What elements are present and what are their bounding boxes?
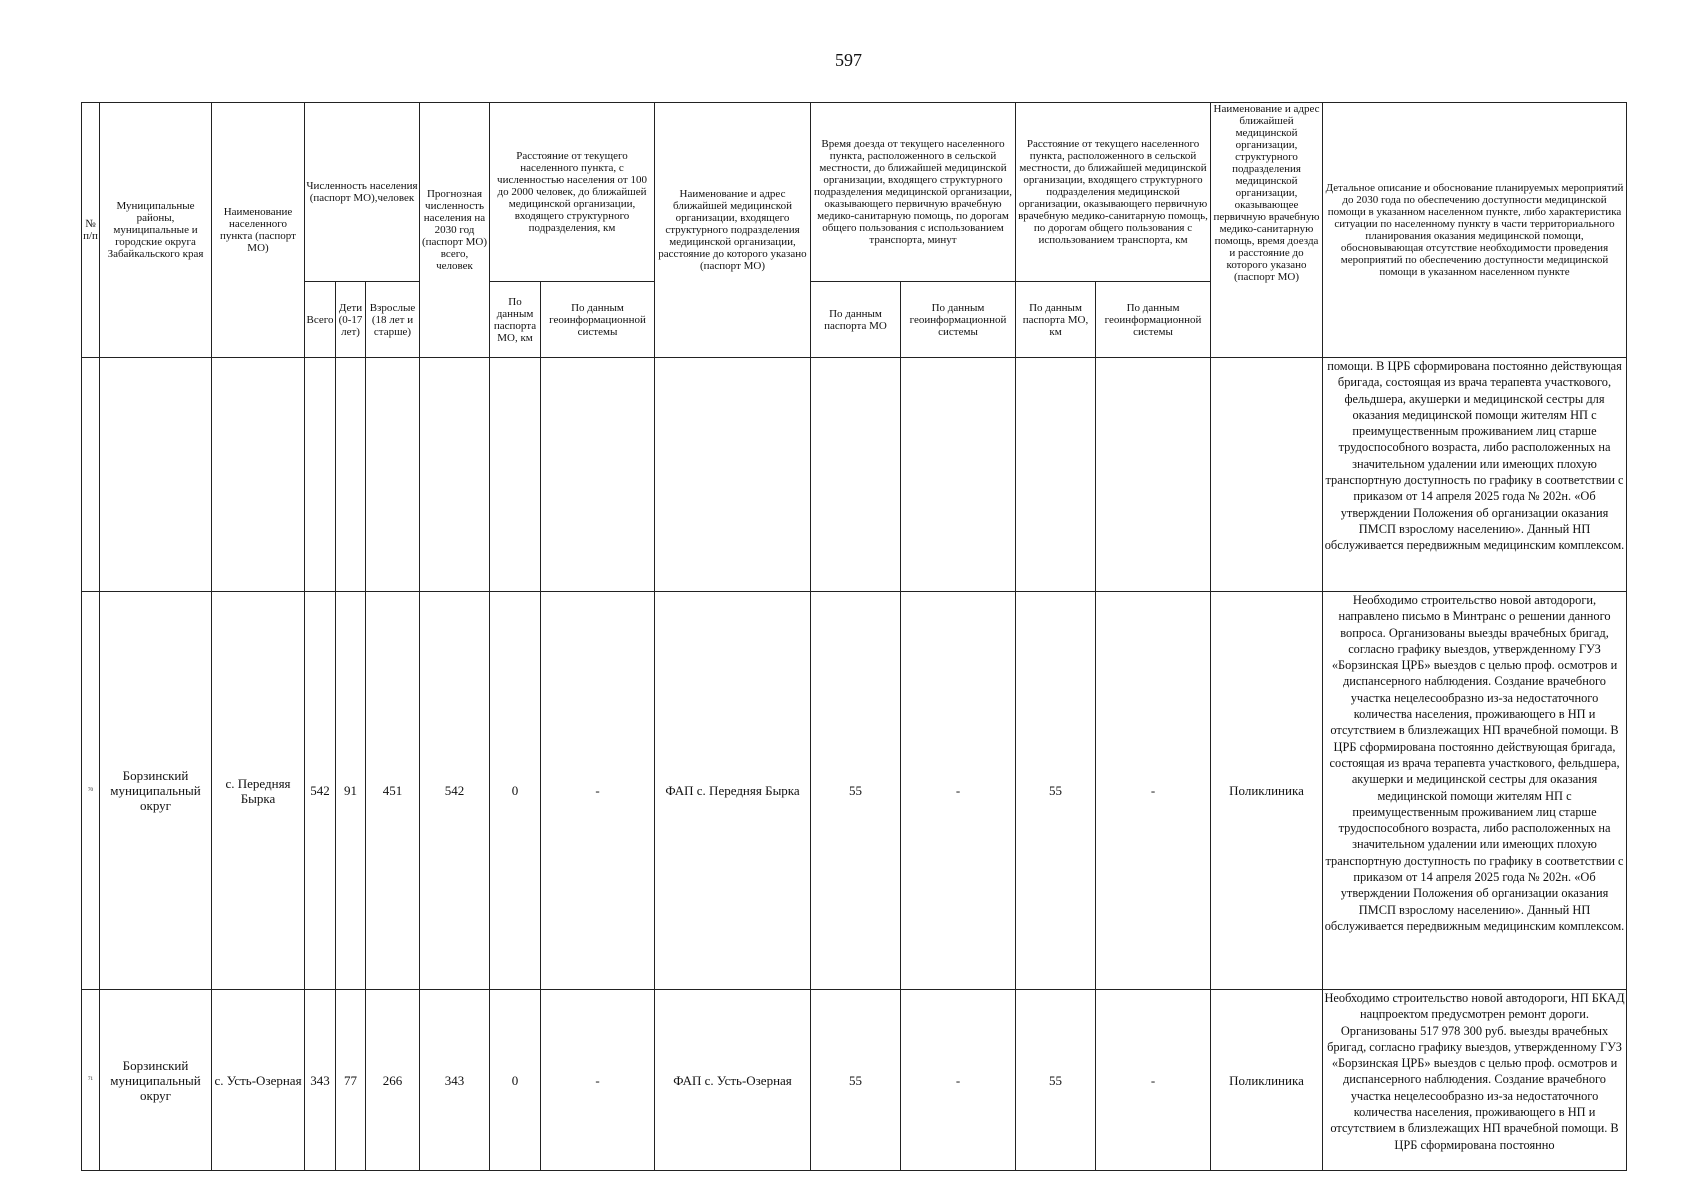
cell-total: 343 xyxy=(305,990,336,1171)
cell-nearest-primary: Поликлиника xyxy=(1211,990,1323,1171)
cell-nearest-primary xyxy=(1211,358,1323,592)
cell-forecast: 343 xyxy=(420,990,490,1171)
cell-forecast xyxy=(420,358,490,592)
cell-district: Борзинский муниципальный округ xyxy=(100,990,212,1171)
cell-nearest-org: ФАП с. Передняя Бырка xyxy=(655,592,811,990)
cell-rdist-geo: - xyxy=(1096,990,1211,1171)
header-travel-time: Время доезда от текущего населенного пункта, расположенного в сельской местности, до ближайшей медицинской организации, входящего структурного подразделения медицинской организации, оказывающего первичную врачебную медико-санитарную помощь, по дорогам общего пользования с использованием транспорта, минут xyxy=(811,103,1016,282)
header-rdist-geo: По данным геоинформационной системы xyxy=(1096,282,1211,358)
header-dist-geo: По данным геоинформационной системы xyxy=(541,282,655,358)
settlements-table xyxy=(81,102,1627,1171)
cell-settlement xyxy=(212,358,305,592)
cell-description: Необходимо строительство новой автодороги, направлено письмо в Минтранс о решении данного вопроса. Организованы выезды врачебных бригад, согласно графику выездов, утвержденному ГУЗ «Борзинская ЦРБ» выездов с целью проф. осмотров и диспансерного наблюдения. Создание врачебного участка нецелесообразно из-за недостаточного количества населения, проживающего в НП и отсутствием в близлежащих НП врачебной помощи. В ЦРБ сформирована постоянно действующая бригада, состоящая из врача терапевта участкового, фельдшера, акушерки и медицинской сестры для оказания медицинской помощи жителям НП с преимущественным проживанием лиц старше трудоспособного возраста, либо расположенных на значительном удалении или имеющих плохую транспортную доступность по графику в соответствии с приказом от 14 апреля 2025 года № 202н. «Об утверждении Положения об организации оказания ПМСП взрослому населению». Данный НП обслуживается передвижным медицинским комплексом. xyxy=(1323,592,1627,990)
cell-settlement: с. Усть-Озерная xyxy=(212,990,305,1171)
cell-nearest-org xyxy=(655,358,811,592)
cell-rdist-passport xyxy=(1016,358,1096,592)
header-num: № п/п xyxy=(82,103,100,358)
cell-district: Борзинский муниципальный округ xyxy=(100,592,212,990)
cell-description: помощи. В ЦРБ сформирована постоянно действующая бригада, состоящая из врача терапевта участкового, фельдшера, акушерки и медицинской сестры для оказания медицинской помощи жителям НП с преимущественным проживанием лиц старше трудоспособного возраста, либо расположенных на значительном удалении или имеющих плохую транспортную доступность по графику в соответствии с приказом от 14 апреля 2025 года № 202н. «Об утверждении Положения об организации оказания ПМСП взрослому населению». Данный НП обслуживается передвижным медицинским комплексом. xyxy=(1323,358,1627,592)
header-nearest-primary: Наименование и адрес ближайшей медицинской организации, структурного подразделения медицинской организации, оказывающее первичную врачебную медико-санитарную помощь, время доезда и расстояние до которого указано (паспорт МО) xyxy=(1211,103,1323,358)
table-row xyxy=(82,592,1627,990)
cell-rdist-passport: 55 xyxy=(1016,990,1096,1171)
cell-time-passport: 55 xyxy=(811,990,901,1171)
cell-time-geo: - xyxy=(901,592,1016,990)
cell-description: Необходимо строительство новой автодороги, НП БКАД нацпроектом предусмотрен ремонт дороги. Организованы 517 978 300 руб. выезды врачебных бригад, согласно графику выездов, утвержденному ГУЗ «Борзинская ЦРБ» выездов с целью проф. осмотров и диспансерного наблюдения. Создание врачебного участка нецелесообразно из-за недостаточного количества населения, проживающего в НП и отсутствием в близлежащих НП врачебной помощи. В ЦРБ сформирована постоянно xyxy=(1323,990,1627,1171)
table-row xyxy=(82,358,1627,592)
header-population: Численность населения (паспорт МО),человек xyxy=(305,103,420,282)
cell-children: 77 xyxy=(336,990,366,1171)
cell-adults: 266 xyxy=(366,990,420,1171)
header-distance-rural: Расстояние от текущего населенного пункта, расположенного в сельской местности, до ближайшей медицинской организации, входящего структурного подразделения медицинской организации, оказывающего первичную врачебную медико-санитарную помощь, по дорогам общего пользования с использованием транспорта, км xyxy=(1016,103,1211,282)
header-time-passport: По данным паспорта МО xyxy=(811,282,901,358)
cell-time-passport xyxy=(811,358,901,592)
header-dist-passport: По данным паспорта МО, км xyxy=(490,282,541,358)
cell-time-geo: - xyxy=(901,990,1016,1171)
header-district: Муниципальные районы, муниципальные и городские округа Забайкальского края xyxy=(100,103,212,358)
cell-time-passport: 55 xyxy=(811,592,901,990)
cell-total: 542 xyxy=(305,592,336,990)
header-pop-total: Всего xyxy=(305,282,336,358)
cell-nearest-org: ФАП с. Усть-Озерная xyxy=(655,990,811,1171)
cell-dist-passport: 0 xyxy=(490,990,541,1171)
cell-children: 91 xyxy=(336,592,366,990)
cell-settlement: с. Передняя Бырка xyxy=(212,592,305,990)
cell-adults xyxy=(366,358,420,592)
cell-dist-passport xyxy=(490,358,541,592)
cell-rdist-passport: 55 xyxy=(1016,592,1096,990)
cell-num: 71 xyxy=(82,990,100,1171)
header-rdist-passport: По данным паспорта МО, км xyxy=(1016,282,1096,358)
header-time-geo: По данным геоинформационной системы xyxy=(901,282,1016,358)
header-forecast: Прогнозная численность населения на 2030 год (паспорт МО) всего, человек xyxy=(420,103,490,358)
cell-time-geo xyxy=(901,358,1016,592)
table-row xyxy=(82,990,1627,1171)
cell-dist-geo xyxy=(541,358,655,592)
cell-total xyxy=(305,358,336,592)
header-nearest-org: Наименование и адрес ближайшей медицинской организации, входящего структурного подразделения медицинской организации, расстояние до которого указано (паспорт МО) xyxy=(655,103,811,358)
cell-dist-geo: - xyxy=(541,990,655,1171)
header-description: Детальное описание и обоснование планируемых мероприятий до 2030 года по обеспечению доступности медицинской помощи в указанном населенном пункте, либо характеристика ситуации по населенному пункту в части территориального планирования оказания медицинской помощи, обосновывающая отсутствие необходимости проведения мероприятий по обеспечению доступности медицинской помощи в указанном населенном пункте xyxy=(1323,103,1627,358)
cell-dist-passport: 0 xyxy=(490,592,541,990)
page-number: 597 xyxy=(835,50,862,70)
cell-children xyxy=(336,358,366,592)
header-pop-children: Дети (0-17 лет) xyxy=(336,282,366,358)
cell-nearest-primary: Поликлиника xyxy=(1211,592,1323,990)
header-settlement: Наименование населенного пункта (паспорт МО) xyxy=(212,103,305,358)
cell-rdist-geo: - xyxy=(1096,592,1211,990)
cell-district xyxy=(100,358,212,592)
header-pop-adults: Взрослые (18 лет и старше) xyxy=(366,282,420,358)
cell-dist-geo: - xyxy=(541,592,655,990)
header-distance-2000: Расстояние от текущего населенного пункта, с численностью населения от 100 до 2000 человек, до ближайшей медицинской организации, входящего структурного подразделения, км xyxy=(490,103,655,282)
cell-adults: 451 xyxy=(366,592,420,990)
cell-forecast: 542 xyxy=(420,592,490,990)
cell-num xyxy=(82,358,100,592)
cell-num: 70 xyxy=(82,592,100,990)
cell-rdist-geo xyxy=(1096,358,1211,592)
